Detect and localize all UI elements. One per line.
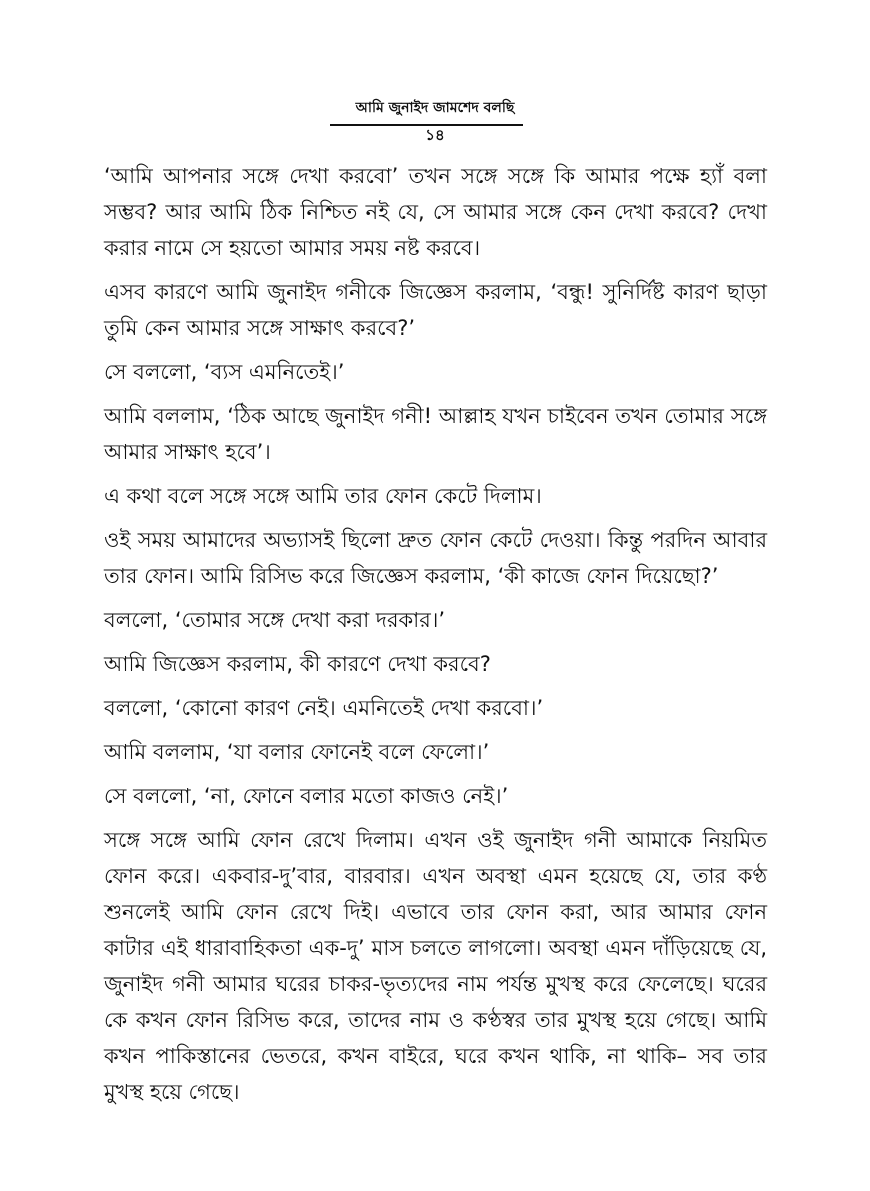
paragraph: বললো, ‘তোমার সঙ্গে দেখা করা দরকার।’ xyxy=(104,608,446,632)
paragraph: এ কথা বলে সঙ্গে সঙ্গে আমি তার ফোন কেটে দিলাম। xyxy=(104,484,542,508)
page-number: ১৪ xyxy=(425,126,445,144)
paragraph: ‘আমি আপনার সঙ্গে দেখা করবো’ তখন সঙ্গে সঙ্গে কি আমার পক্ষে হ্যাঁ বলা সম্ভব? আর আমি ঠিক নিশ্চিত নই যে, সে আমার সঙ্গে কেন দেখা করবে? দেখা করার নামে সে হয়তো আমার সময় নষ্ট করবে। xyxy=(104,164,767,260)
paragraph: এসব কারণে আমি জুনাইদ গনীকে জিজ্ঞেস করলাম, ‘বন্ধু! সুনির্দিষ্ট কারণ ছাড়া তুমি কেন আমার সঙ্গে সাক্ষাৎ করবে?’ xyxy=(104,280,767,340)
paragraph: আমি বললাম, ‘যা বলার ফোনেই বলে ফেলো।’ xyxy=(104,740,490,764)
running-header-title: আমি জুনাইদ জামশেদ বলছি xyxy=(355,100,515,116)
paragraph: সে বললো, ‘ব্যস এমনিতেই।’ xyxy=(104,360,345,384)
paragraph: আমি বললাম, ‘ঠিক আছে জুনাইদ গনী! আল্লাহ যখন চাইবেন তখন তোমার সঙ্গে আমার সাক্ষাৎ হবে’। xyxy=(104,404,767,464)
paragraph: ওই সময় আমাদের অভ্যাসই ছিলো দ্রুত ফোন কেটে দেওয়া। কিন্তু পরদিন আবার তার ফোন। আমি রিসিভ করে জিজ্ঞেস করলাম, ‘কী কাজে ফোন দিয়েছো?’ xyxy=(104,528,767,588)
paragraph: আমি জিজ্ঞেস করলাম, কী কারণে দেখা করবে? xyxy=(104,652,491,676)
paragraph: বললো, ‘কোনো কারণ নেই। এমনিতেই দেখা করবো।’ xyxy=(104,696,544,720)
paragraph: সে বললো, ‘না, ফোনে বলার মতো কাজও নেই।’ xyxy=(104,784,509,808)
body-text xyxy=(104,158,767,1118)
paragraph: সঙ্গে সঙ্গে আমি ফোন রেখে দিলাম। এখন ওই জুনাইদ গনী আমাকে নিয়মিত ফোন করে। একবার-দু’বার, বারবার। এখন অবস্থা এমন হয়েছে যে, তার কণ্ঠ শুনলেই আমি ফোন রেখে দিই। এভাবে তার ফোন করা, আর আমার ফোন কাটার এই ধারাবাহিকতা এক-দু’ মাস চলতে লাগলো। অবস্থা এমন দাঁড়িয়েছে যে, জুনাইদ গনী আমার ঘরের চাকর-ভৃত্যদের নাম পর্যন্ত মুখস্থ করে ফেলেছে। ঘরের কে কখন ফোন রিসিভ করে, তাদের নাম ও কণ্ঠস্বর তার মুখস্থ হয়ে গেছে। আমি কখন পাকিস্তানের ভেতরে, কখন বাইরে, ঘরে কখন থাকি, না থাকি– সব তার মুখস্থ হয়ে গেছে। xyxy=(104,828,767,1104)
